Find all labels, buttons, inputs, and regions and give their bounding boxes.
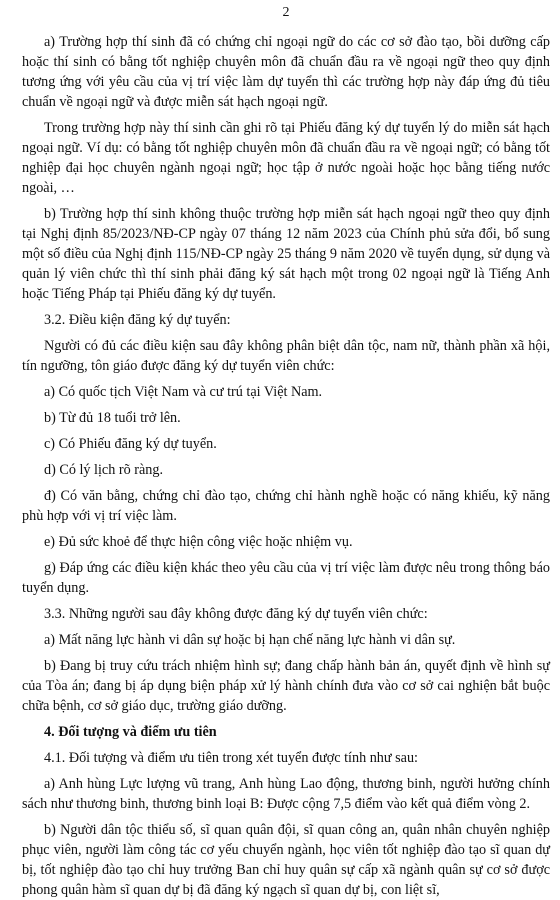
paragraph-exemption-b: b) Trường hợp thí sinh không thuộc trường hợp miễn sát hạch ngoại ngữ theo quy định tại Nghị định 85/2023/NĐ-CP ngày 07 tháng 12 năm 2023 của Chính phủ sửa đổi, bổ sung một số điều của Nghị định 115/NĐ-CP ngày 25 tháng 9 năm 2020 về tuyển dụng, sử dụng và quản lý viên chức thì thí sinh phải đăng ký sát hạch một trong 02 ngoại ngữ là Tiếng Anh hoặc Tiếng Pháp tại Phiếu đăng ký dự tuyển. — [22, 206, 550, 302]
paragraph-conditions-intro: Người có đủ các điều kiện sau đây không phân biệt dân tộc, nam nữ, thành phần xã hội, tín ngưỡng, tôn giáo được đăng ký dự tuyển viên chức: — [22, 338, 550, 374]
paragraph-exemption-a: a) Trường hợp thí sinh đã có chứng chỉ ngoại ngữ do các cơ sở đào tạo, bồi dưỡng cấp hoặc thí sinh có bằng tốt nghiệp chuyên môn đã chuẩn đầu ra về ngoại ngữ theo quy định tương ứng với yêu cầu của vị trí việc làm dự tuyển thì các trường hợp này đáp ứng đủ tiêu chuẩn về ngoại ngữ và được miễn sát hạch ngoại ngữ. — [22, 34, 550, 110]
priority-item-b: b) Người dân tộc thiểu số, sĩ quan quân đội, sĩ quan công an, quân nhân chuyên nghiệp phục viên, người làm công tác cơ yếu chuyển ngành, học viên tốt nghiệp đào tạo sĩ quan dự bị, tốt nghiệp đào tạo chỉ huy trưởng Ban chỉ huy quân sự cấp xã ngành quân sự cơ sở được phong quân hàm sĩ quan dự bị đã đăng ký ngạch sĩ quan dự bị, con liệt sĩ, — [22, 822, 550, 898]
paragraph-exemption-note: Trong trường hợp này thí sinh cần ghi rõ tại Phiếu đăng ký dự tuyển lý do miễn sát hạch ngoại ngữ. Ví dụ: có bằng tốt nghiệp chuyên môn đã chuẩn đầu ra về ngoại ngữ; có bằng tốt nghiệp đại học chuyên ngành ngoại ngữ; học tập ở nước ngoài hoặc học bằng tiếng nước ngoài, … — [22, 120, 550, 196]
condition-item-e: e) Đủ sức khoẻ để thực hiện công việc hoặc nhiệm vụ. — [44, 534, 353, 550]
page-number: 2 — [282, 5, 290, 20]
ineligible-item-b: b) Đang bị truy cứu trách nhiệm hình sự; đang chấp hành bản án, quyết định về hình sự của Tòa án; đang bị áp dụng biện pháp xử lý hành chính đưa vào cơ sở cai nghiện bắt buộc chữa bệnh, cơ sở giáo dục, trường giáo dưỡng. — [22, 658, 550, 714]
ineligible-item-a: a) Mất năng lực hành vi dân sự hoặc bị hạn chế năng lực hành vi dân sự. — [44, 632, 456, 648]
condition-item-dd: đ) Có văn bằng, chứng chỉ đào tạo, chứng chỉ hành nghề hoặc có năng khiếu, kỹ năng phù hợp với vị trí việc làm. — [22, 488, 550, 524]
section-heading-3-3: 3.3. Những người sau đây không được đăng ký dự tuyển viên chức: — [44, 606, 428, 622]
document-body — [22, 32, 550, 900]
priority-item-a: a) Anh hùng Lực lượng vũ trang, Anh hùng Lao động, thương binh, người hưởng chính sách như thương binh, thương binh loại B: Được cộng 7,5 điểm vào kết quả điểm vòng 2. — [22, 776, 550, 812]
section-heading-3-2: 3.2. Điều kiện đăng ký dự tuyển: — [44, 312, 231, 328]
condition-item-g: g) Đáp ứng các điều kiện khác theo yêu cầu của vị trí việc làm được nêu trong thông báo tuyển dụng. — [22, 560, 550, 596]
condition-item-d: d) Có lý lịch rõ ràng. — [44, 462, 163, 478]
condition-item-b: b) Từ đủ 18 tuổi trở lên. — [44, 410, 181, 426]
condition-item-c: c) Có Phiếu đăng ký dự tuyển. — [44, 436, 217, 452]
condition-item-a: a) Có quốc tịch Việt Nam và cư trú tại Việt Nam. — [44, 384, 323, 400]
section-heading-4-1: 4.1. Đối tượng và điểm ưu tiên trong xét tuyển được tính như sau: — [44, 750, 418, 766]
section-heading-4: 4. Đối tượng và điểm ưu tiên — [44, 724, 217, 740]
